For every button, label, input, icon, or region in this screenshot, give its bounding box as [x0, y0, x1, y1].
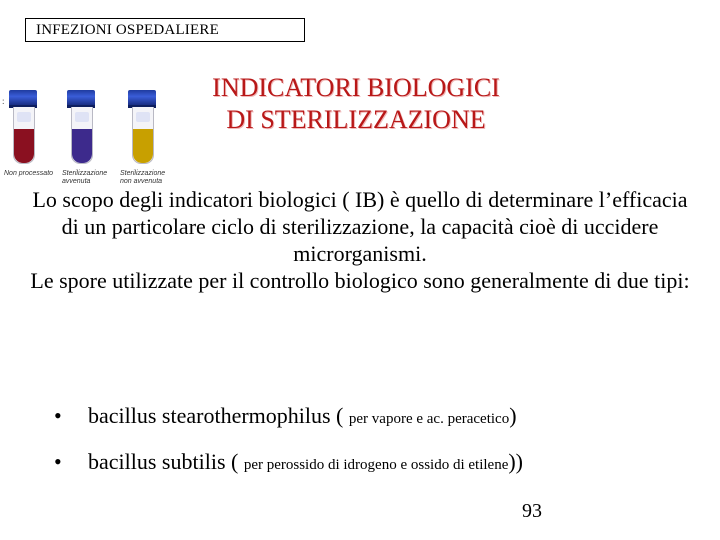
- paragraph-purpose: Lo scopo degli indicatori biologici ( IB) è quello di determinare l’efficacia di un particolare ciclo di sterilizzazione, la capacità cioè di uccidere microrganismi.: [32, 187, 688, 266]
- body-text: [30, 186, 690, 294]
- indicator-tube-unprocessed: [8, 90, 38, 176]
- bullet-main: bacillus stearothermophilus (: [88, 403, 349, 428]
- spore-list: [54, 402, 704, 494]
- bullet-icon: •: [54, 449, 62, 474]
- caption-unprocessed: Non processato: [4, 170, 54, 177]
- caption-not-sterilized: Sterilizzazione non avvenuta: [120, 170, 166, 185]
- paragraph-spores: Le spore utilizzate per il controllo biologico sono generalmente di due tipi:: [30, 268, 690, 293]
- bullet-detail: per vapore e ac. peracetico: [348, 411, 510, 427]
- list-item: [54, 448, 704, 479]
- bullet-icon: •: [54, 403, 62, 428]
- title-line-2: DI STERILIZZAZIONE: [226, 105, 486, 134]
- bullet-dot-icon: :: [2, 96, 5, 106]
- indicator-tube-not-sterilized: [127, 90, 157, 176]
- bullet-main: bacillus subtilis (: [88, 449, 244, 474]
- caption-sterilized: Sterilizzazione avvenuta: [62, 170, 108, 185]
- page-number: 93: [522, 500, 542, 522]
- list-item: [54, 402, 704, 433]
- bullet-end: )): [508, 449, 524, 474]
- indicator-tube-sterilized: [66, 90, 96, 176]
- section-header: INFEZIONI OSPEDALIERE: [25, 18, 305, 42]
- title-line-1: INDICATORI BIOLOGICI: [212, 73, 500, 102]
- bullet-detail: per perossido di idrogeno e ossido di etilene: [243, 457, 509, 473]
- slide-title: [160, 72, 552, 136]
- bullet-end: ): [509, 403, 517, 428]
